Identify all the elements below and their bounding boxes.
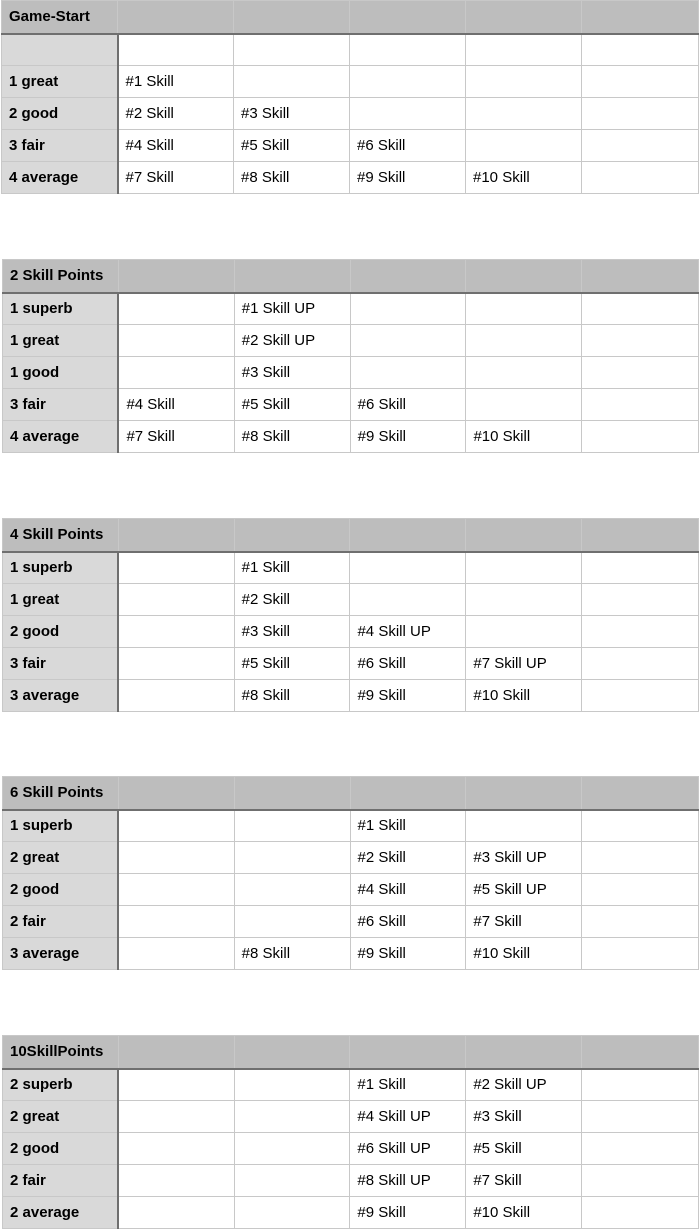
table-row — [3, 325, 699, 357]
skill-table-4-skill-points — [2, 518, 699, 712]
row-label[interactable]: 2 good — [2, 98, 118, 130]
cell[interactable] — [582, 1069, 699, 1101]
table-header-row — [2, 1, 699, 34]
cell[interactable]: #5 Skill UP — [466, 874, 582, 906]
header-cell[interactable] — [582, 260, 699, 293]
table-row — [3, 1133, 699, 1165]
cell[interactable] — [582, 874, 699, 906]
table-row — [3, 1069, 699, 1101]
cell[interactable]: #7 Skill UP — [466, 648, 582, 680]
header-cell[interactable] — [582, 1036, 699, 1069]
header-cell[interactable] — [466, 519, 582, 552]
row-label[interactable]: 3 average — [3, 680, 119, 712]
table-row — [3, 293, 699, 325]
cell[interactable] — [350, 552, 466, 584]
cell[interactable]: #1 Skill — [118, 66, 234, 98]
header-cell[interactable] — [466, 1, 582, 34]
cell[interactable] — [582, 162, 699, 194]
row-label[interactable]: 2 great — [3, 1101, 119, 1133]
cell[interactable] — [118, 1133, 234, 1165]
table-header-row — [3, 260, 699, 293]
cell[interactable] — [234, 906, 350, 938]
cell[interactable]: #5 Skill — [234, 648, 350, 680]
cell[interactable]: #8 Skill — [234, 680, 350, 712]
cell[interactable] — [350, 325, 466, 357]
cell[interactable] — [118, 680, 234, 712]
header-cell[interactable] — [118, 777, 234, 810]
cell[interactable]: #3 Skill — [234, 616, 350, 648]
cell[interactable] — [466, 389, 582, 421]
cell[interactable] — [582, 98, 699, 130]
table-row — [3, 584, 699, 616]
cell[interactable] — [118, 34, 234, 66]
header-cell[interactable] — [118, 519, 234, 552]
header-cell[interactable] — [350, 777, 466, 810]
table-row — [3, 938, 699, 970]
cell[interactable] — [118, 1165, 234, 1197]
header-cell[interactable] — [234, 777, 350, 810]
cell[interactable] — [582, 842, 699, 874]
cell[interactable] — [466, 357, 582, 389]
cell[interactable]: #3 Skill UP — [466, 842, 582, 874]
cell[interactable] — [350, 66, 466, 98]
table-row — [3, 389, 699, 421]
header-cell[interactable] — [466, 777, 582, 810]
cell[interactable]: #7 Skill — [118, 421, 234, 453]
cell[interactable]: #6 Skill UP — [350, 1133, 466, 1165]
cell[interactable] — [582, 906, 699, 938]
skill-table-10-skill-points — [2, 1035, 699, 1229]
header-cell[interactable] — [234, 260, 350, 293]
cell[interactable] — [582, 130, 699, 162]
cell[interactable]: #5 Skill — [466, 1133, 582, 1165]
cell[interactable]: #4 Skill UP — [350, 616, 466, 648]
cell[interactable] — [582, 552, 699, 584]
cell[interactable] — [582, 648, 699, 680]
row-label[interactable]: 2 average — [3, 1197, 119, 1229]
cell[interactable] — [350, 584, 466, 616]
header-cell[interactable] — [118, 260, 234, 293]
cell[interactable] — [582, 325, 699, 357]
row-label[interactable]: 1 superb — [3, 293, 119, 325]
table-row — [3, 810, 699, 842]
cell[interactable] — [118, 357, 234, 389]
cell[interactable] — [118, 584, 234, 616]
cell[interactable]: #4 Skill UP — [350, 1101, 466, 1133]
cell[interactable] — [234, 34, 350, 66]
table-title[interactable]: Game-Start — [2, 1, 118, 34]
cell[interactable] — [234, 842, 350, 874]
row-label[interactable]: 2 good — [3, 1133, 119, 1165]
cell[interactable]: #9 Skill — [350, 680, 466, 712]
row-label[interactable]: 1 great — [3, 325, 119, 357]
table-title[interactable]: 2 Skill Points — [3, 260, 119, 293]
cell[interactable] — [118, 1069, 234, 1101]
cell[interactable]: #8 Skill UP — [350, 1165, 466, 1197]
cell[interactable]: #7 Skill — [466, 906, 582, 938]
cell[interactable] — [582, 584, 699, 616]
row-label[interactable]: 3 fair — [3, 389, 119, 421]
header-cell[interactable] — [234, 519, 350, 552]
table-header-row — [3, 777, 699, 810]
cell[interactable]: #6 Skill — [350, 389, 466, 421]
row-label[interactable]: 2 superb — [3, 1069, 119, 1101]
table-row — [3, 680, 699, 712]
cell[interactable]: #8 Skill — [234, 421, 350, 453]
cell[interactable] — [350, 34, 466, 66]
table-header-row — [3, 519, 699, 552]
cell[interactable]: #3 Skill — [234, 357, 350, 389]
skill-table-6-skill-points — [2, 776, 699, 970]
table-row — [3, 616, 699, 648]
header-cell[interactable] — [466, 1036, 582, 1069]
row-label[interactable]: 2 good — [3, 874, 119, 906]
cell[interactable] — [118, 616, 234, 648]
table-row — [3, 874, 699, 906]
cell[interactable] — [466, 66, 582, 98]
table-row — [3, 842, 699, 874]
cell[interactable] — [582, 938, 699, 970]
cell[interactable]: #7 Skill — [466, 1165, 582, 1197]
cell[interactable] — [582, 357, 699, 389]
row-label[interactable]: 1 great — [2, 66, 118, 98]
table-row — [2, 130, 699, 162]
table-row — [3, 552, 699, 584]
cell[interactable] — [582, 616, 699, 648]
cell[interactable]: #9 Skill — [350, 938, 466, 970]
cell[interactable]: #8 Skill — [234, 938, 350, 970]
cell[interactable]: #1 Skill — [350, 1069, 466, 1101]
header-cell[interactable] — [466, 260, 582, 293]
table-row — [3, 1101, 699, 1133]
cell[interactable] — [466, 616, 582, 648]
cell[interactable]: #6 Skill — [350, 906, 466, 938]
cell[interactable]: #9 Skill — [350, 1197, 466, 1229]
cell[interactable]: #4 Skill — [118, 389, 234, 421]
cell[interactable]: #5 Skill — [234, 130, 350, 162]
cell[interactable] — [466, 98, 582, 130]
cell[interactable]: #2 Skill — [350, 842, 466, 874]
row-label[interactable]: 1 good — [3, 357, 119, 389]
cell[interactable]: #2 Skill UP — [466, 1069, 582, 1101]
cell[interactable]: #5 Skill — [234, 389, 350, 421]
table-row — [3, 357, 699, 389]
row-label[interactable]: 1 superb — [3, 810, 119, 842]
row-label[interactable]: 1 great — [3, 584, 119, 616]
cell[interactable] — [582, 34, 699, 66]
table-row — [3, 648, 699, 680]
cell[interactable]: #2 Skill — [118, 98, 234, 130]
table-title[interactable]: 10SkillPoints — [3, 1036, 119, 1069]
cell[interactable] — [234, 1069, 350, 1101]
cell[interactable]: #10 Skill — [466, 938, 582, 970]
cell[interactable]: #1 Skill UP — [234, 293, 350, 325]
cell[interactable] — [118, 842, 234, 874]
cell[interactable] — [118, 938, 234, 970]
cell[interactable]: #4 Skill — [118, 130, 234, 162]
table-row — [3, 421, 699, 453]
cell[interactable] — [234, 1165, 350, 1197]
cell[interactable] — [234, 66, 350, 98]
skill-table-2-skill-points — [2, 259, 699, 453]
cell[interactable]: #3 Skill — [234, 98, 350, 130]
cell[interactable] — [350, 357, 466, 389]
cell[interactable] — [582, 680, 699, 712]
row-label[interactable]: 3 fair — [2, 130, 118, 162]
header-cell[interactable] — [350, 1036, 466, 1069]
cell[interactable] — [582, 1197, 699, 1229]
table-row — [3, 1197, 699, 1229]
row-label[interactable]: 2 fair — [3, 1165, 119, 1197]
cell[interactable] — [118, 1101, 234, 1133]
header-cell[interactable] — [582, 777, 699, 810]
cell[interactable]: #6 Skill — [350, 130, 466, 162]
cell[interactable] — [582, 1165, 699, 1197]
table-row — [2, 98, 699, 130]
table-row — [2, 34, 699, 66]
cell[interactable] — [466, 810, 582, 842]
cell[interactable]: #1 Skill — [350, 810, 466, 842]
cell[interactable] — [234, 810, 350, 842]
cell[interactable] — [466, 293, 582, 325]
cell[interactable] — [118, 1197, 234, 1229]
cell[interactable] — [466, 552, 582, 584]
row-label[interactable]: 4 average — [3, 421, 119, 453]
cell[interactable]: #10 Skill — [466, 1197, 582, 1229]
cell[interactable] — [118, 874, 234, 906]
header-cell[interactable] — [118, 1, 234, 34]
cell[interactable]: #1 Skill — [234, 552, 350, 584]
cell[interactable] — [350, 293, 466, 325]
table-row — [2, 162, 699, 194]
cell[interactable] — [234, 1101, 350, 1133]
cell[interactable] — [466, 325, 582, 357]
header-cell[interactable] — [582, 519, 699, 552]
cell[interactable] — [582, 66, 699, 98]
row-label[interactable] — [2, 34, 118, 66]
cell[interactable] — [582, 1101, 699, 1133]
cell[interactable]: #10 Skill — [466, 680, 582, 712]
table-header-row — [3, 1036, 699, 1069]
cell[interactable] — [118, 293, 234, 325]
cell[interactable] — [350, 98, 466, 130]
cell[interactable]: #6 Skill — [350, 648, 466, 680]
table-title[interactable]: 4 Skill Points — [3, 519, 119, 552]
row-label[interactable]: 2 good — [3, 616, 119, 648]
cell[interactable]: #3 Skill — [466, 1101, 582, 1133]
row-label[interactable]: 3 average — [3, 938, 119, 970]
cell[interactable] — [118, 552, 234, 584]
cell[interactable] — [234, 874, 350, 906]
header-cell[interactable] — [582, 1, 699, 34]
cell[interactable] — [582, 389, 699, 421]
skill-table-game-start — [1, 0, 699, 194]
cell[interactable] — [466, 130, 582, 162]
cell[interactable]: #8 Skill — [234, 162, 350, 194]
cell[interactable] — [118, 648, 234, 680]
row-label[interactable]: 2 fair — [3, 906, 119, 938]
cell[interactable]: #2 Skill — [234, 584, 350, 616]
cell[interactable]: #9 Skill — [350, 421, 466, 453]
cell[interactable] — [582, 810, 699, 842]
cell[interactable]: #9 Skill — [350, 162, 466, 194]
cell[interactable] — [118, 325, 234, 357]
cell[interactable] — [582, 421, 699, 453]
row-label[interactable]: 2 great — [3, 842, 119, 874]
row-label[interactable]: 3 fair — [3, 648, 119, 680]
cell[interactable]: #10 Skill — [466, 421, 582, 453]
table-row — [2, 66, 699, 98]
cell[interactable] — [582, 293, 699, 325]
header-cell[interactable] — [118, 1036, 234, 1069]
header-cell[interactable] — [234, 1, 350, 34]
table-title[interactable]: 6 Skill Points — [3, 777, 119, 810]
header-cell[interactable] — [350, 1, 466, 34]
cell[interactable] — [466, 584, 582, 616]
cell[interactable]: #7 Skill — [118, 162, 234, 194]
cell[interactable]: #2 Skill UP — [234, 325, 350, 357]
cell[interactable] — [234, 1197, 350, 1229]
row-label[interactable]: 1 superb — [3, 552, 119, 584]
cell[interactable] — [118, 810, 234, 842]
cell[interactable]: #4 Skill — [350, 874, 466, 906]
table-row — [3, 1165, 699, 1197]
header-cell[interactable] — [350, 519, 466, 552]
cell[interactable] — [118, 906, 234, 938]
cell[interactable] — [582, 1133, 699, 1165]
row-label[interactable]: 4 average — [2, 162, 118, 194]
header-cell[interactable] — [350, 260, 466, 293]
cell[interactable]: #10 Skill — [466, 162, 582, 194]
cell[interactable] — [234, 1133, 350, 1165]
table-row — [3, 906, 699, 938]
cell[interactable] — [466, 34, 582, 66]
header-cell[interactable] — [234, 1036, 350, 1069]
